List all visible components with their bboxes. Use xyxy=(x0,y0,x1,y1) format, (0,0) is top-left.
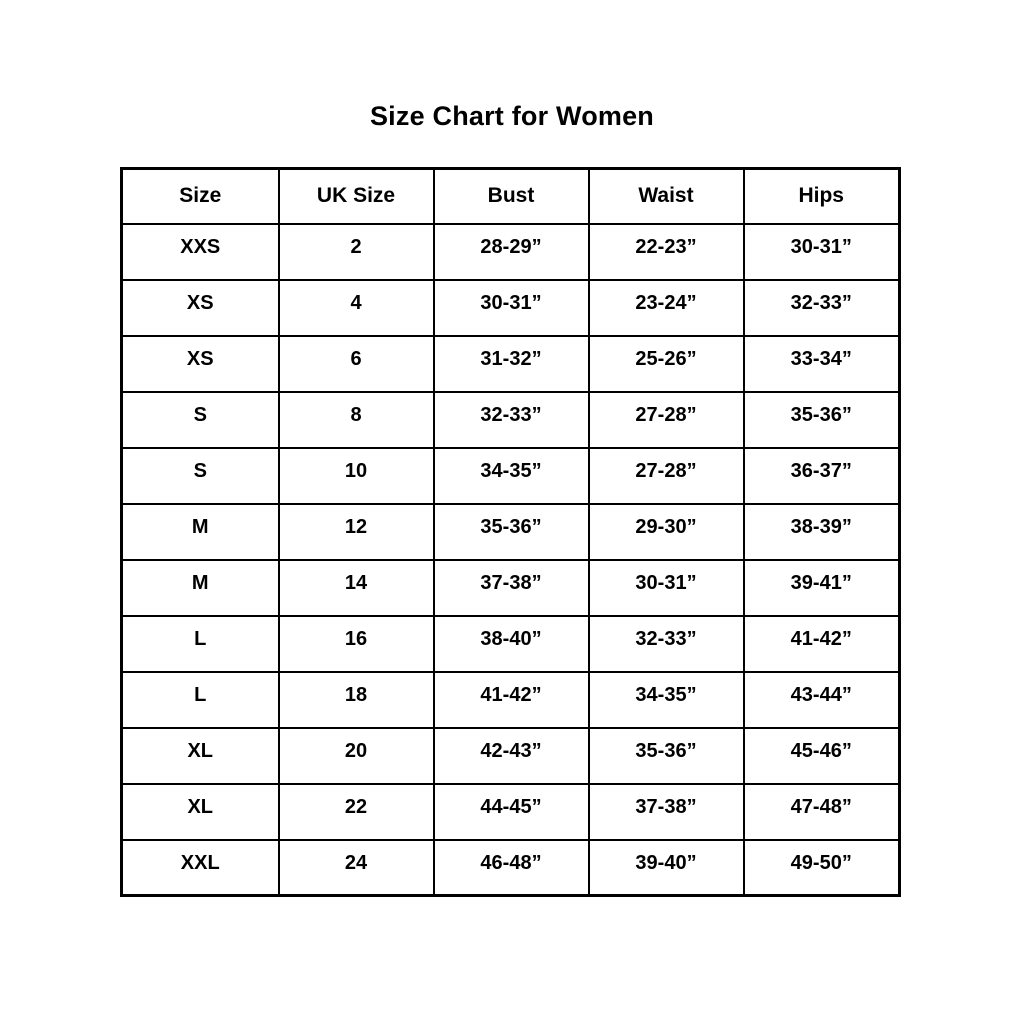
table-cell: 45-46” xyxy=(744,728,900,784)
table-cell: 49-50” xyxy=(744,840,900,896)
table-cell: 29-30” xyxy=(589,504,744,560)
table-cell: 39-40” xyxy=(589,840,744,896)
table-cell: 18 xyxy=(279,672,434,728)
table-cell: 31-32” xyxy=(434,336,589,392)
table-cell: XXL xyxy=(122,840,279,896)
table-row xyxy=(122,560,900,616)
table-cell: 39-41” xyxy=(744,560,900,616)
table-cell: 38-39” xyxy=(744,504,900,560)
table-cell: 37-38” xyxy=(434,560,589,616)
table-cell: 16 xyxy=(279,616,434,672)
table-cell: 30-31” xyxy=(744,224,900,280)
table-cell: S xyxy=(122,392,279,448)
table-cell: 8 xyxy=(279,392,434,448)
table-cell: XL xyxy=(122,784,279,840)
table-row xyxy=(122,504,900,560)
table-cell: M xyxy=(122,504,279,560)
table-cell: 46-48” xyxy=(434,840,589,896)
table-cell: 25-26” xyxy=(589,336,744,392)
table-cell: XL xyxy=(122,728,279,784)
table-cell: 38-40” xyxy=(434,616,589,672)
table-row xyxy=(122,336,900,392)
table-cell: 32-33” xyxy=(744,280,900,336)
table-cell: 36-37” xyxy=(744,448,900,504)
table-cell: 32-33” xyxy=(589,616,744,672)
table-cell: 32-33” xyxy=(434,392,589,448)
table-cell: 34-35” xyxy=(589,672,744,728)
table-cell: 23-24” xyxy=(589,280,744,336)
table-cell: 10 xyxy=(279,448,434,504)
table-cell: 28-29” xyxy=(434,224,589,280)
table-cell: 43-44” xyxy=(744,672,900,728)
table-cell: 24 xyxy=(279,840,434,896)
table-body xyxy=(122,224,900,896)
header-cell-size: Size xyxy=(122,169,279,224)
table-cell: 30-31” xyxy=(434,280,589,336)
header-cell-hips: Hips xyxy=(744,169,900,224)
table-cell: XS xyxy=(122,280,279,336)
table-cell: 47-48” xyxy=(744,784,900,840)
table-cell: 14 xyxy=(279,560,434,616)
table-cell: XXS xyxy=(122,224,279,280)
table-cell: 27-28” xyxy=(589,448,744,504)
header-cell-uk-size: UK Size xyxy=(279,169,434,224)
table-cell: S xyxy=(122,448,279,504)
table-cell: 42-43” xyxy=(434,728,589,784)
table-cell: 35-36” xyxy=(434,504,589,560)
table-cell: 35-36” xyxy=(744,392,900,448)
table-cell: 41-42” xyxy=(744,616,900,672)
table-cell: 20 xyxy=(279,728,434,784)
table-row xyxy=(122,280,900,336)
table-cell: 2 xyxy=(279,224,434,280)
table-row xyxy=(122,728,900,784)
table-row xyxy=(122,672,900,728)
table-cell: XS xyxy=(122,336,279,392)
table-cell: 12 xyxy=(279,504,434,560)
table-row xyxy=(122,616,900,672)
size-chart-table xyxy=(120,167,901,897)
table-row xyxy=(122,448,900,504)
table-cell: 33-34” xyxy=(744,336,900,392)
table-cell: L xyxy=(122,672,279,728)
table-cell: 27-28” xyxy=(589,392,744,448)
table-cell: 41-42” xyxy=(434,672,589,728)
table-row xyxy=(122,840,900,896)
table-cell: M xyxy=(122,560,279,616)
table-cell: 37-38” xyxy=(589,784,744,840)
table-cell: 35-36” xyxy=(589,728,744,784)
table-cell: 30-31” xyxy=(589,560,744,616)
header-row xyxy=(122,169,900,224)
table-cell: 4 xyxy=(279,280,434,336)
table-row xyxy=(122,784,900,840)
table-cell: 6 xyxy=(279,336,434,392)
table-row xyxy=(122,224,900,280)
table-cell: 34-35” xyxy=(434,448,589,504)
header-cell-waist: Waist xyxy=(589,169,744,224)
header-cell-bust: Bust xyxy=(434,169,589,224)
page-title: Size Chart for Women xyxy=(369,101,655,131)
table-row xyxy=(122,392,900,448)
table-header xyxy=(122,169,900,224)
table-cell: 44-45” xyxy=(434,784,589,840)
table-cell: 22 xyxy=(279,784,434,840)
table-cell: L xyxy=(122,616,279,672)
table-cell: 22-23” xyxy=(589,224,744,280)
